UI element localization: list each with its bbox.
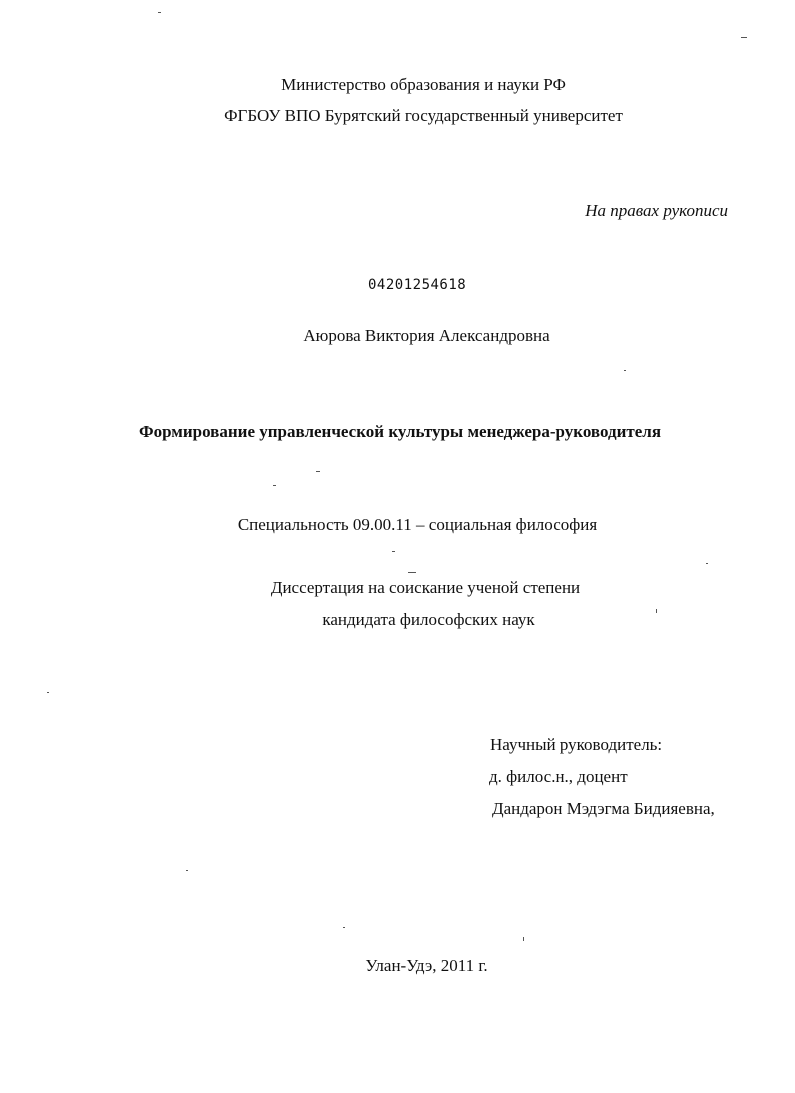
scan-speck	[741, 37, 747, 38]
scan-speck	[523, 937, 524, 941]
dissertation-title: Формирование управленческой культуры менеджера-руководителя	[138, 422, 662, 441]
scan-speck	[343, 927, 345, 928]
scan-speck	[408, 572, 416, 573]
university-name: ФГБОУ ВПО Бурятский государственный университет	[224, 106, 623, 125]
supervisor-name: Дандарон Мэдэгма Бидияевна,	[492, 799, 715, 818]
scan-speck	[656, 609, 657, 613]
scan-speck	[316, 471, 320, 472]
scan-speck	[47, 692, 49, 693]
supervisor-degree: д. филос.н., доцент	[489, 767, 628, 786]
degree-name: кандидата философских наук	[322, 610, 535, 629]
supervisor-label: Научный руководитель:	[490, 735, 663, 754]
scan-speck	[392, 551, 395, 552]
author-name: Аюрова Виктория Александровна	[303, 326, 550, 345]
scan-speck	[624, 370, 626, 371]
ministry-name: Министерство образования и науки РФ	[281, 75, 566, 94]
scan-speck	[706, 563, 708, 564]
scan-speck	[273, 485, 276, 486]
scan-speck	[186, 870, 188, 871]
scan-speck	[158, 12, 161, 13]
manuscript-rights-note: На правах рукописи	[585, 201, 728, 220]
registration-code: 04201254618	[368, 277, 467, 293]
specialty: Специальность 09.00.11 – социальная философия	[237, 515, 598, 534]
city-year: Улан-Удэ, 2011 г.	[365, 956, 488, 975]
dissertation-type: Диссертация на соискание ученой степени	[270, 578, 581, 597]
